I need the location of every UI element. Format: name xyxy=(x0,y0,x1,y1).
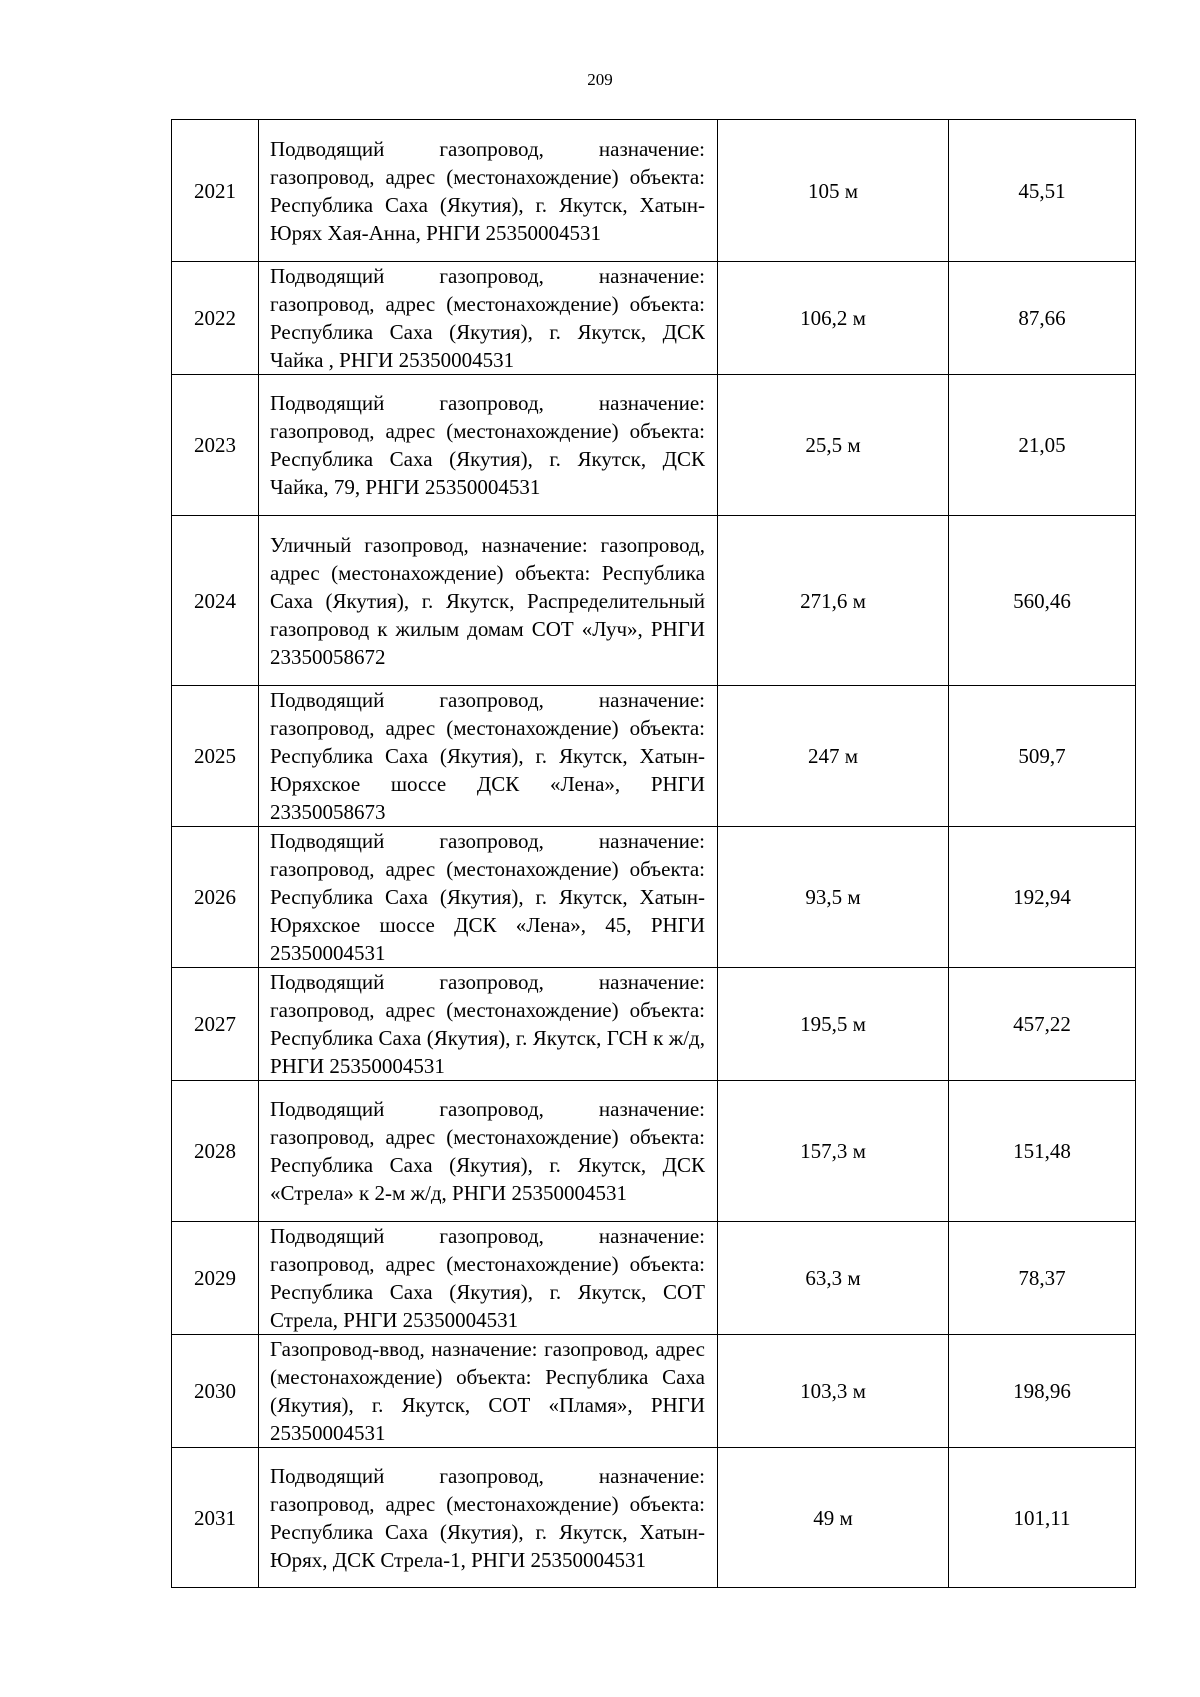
object-value: 78,37 xyxy=(949,1222,1136,1335)
table-row xyxy=(172,1081,1136,1222)
row-number: 2031 xyxy=(172,1448,259,1588)
page-number: 209 xyxy=(587,70,613,89)
object-description: Подводящий газопровод, назначение: газопровод, адрес (местонахождение) объекта: Республика Саха (Якутия), г. Якутск, Хатын-Юрях Хая-Анна, РНГИ 25350004531 xyxy=(259,120,718,262)
object-description: Подводящий газопровод, назначение: газопровод, адрес (местонахождение) объекта: Республика Саха (Якутия), г. Якутск, Хатын-Юрях, ДСК Стрела-1, РНГИ 25350004531 xyxy=(259,1448,718,1588)
object-value: 509,7 xyxy=(949,686,1136,827)
object-value: 101,11 xyxy=(949,1448,1136,1588)
object-length: 271,6 м xyxy=(718,516,949,686)
row-number: 2030 xyxy=(172,1335,259,1448)
object-length: 105 м xyxy=(718,120,949,262)
object-description: Подводящий газопровод, назначение: газопровод, адрес (местонахождение) объекта: Республика Саха (Якутия), г. Якутск, ДСК «Стрела» к 2-м ж/д, РНГИ 25350004531 xyxy=(259,1081,718,1222)
row-number: 2021 xyxy=(172,120,259,262)
object-description: Уличный газопровод, назначение: газопровод, адрес (местонахождение) объекта: Республика Саха (Якутия), г. Якутск, Распределительный газопровод к жилым домам СОТ «Луч», РНГИ 23350058672 xyxy=(259,516,718,686)
object-length: 93,5 м xyxy=(718,827,949,968)
row-number: 2024 xyxy=(172,516,259,686)
table-row xyxy=(172,262,1136,375)
object-length: 195,5 м xyxy=(718,968,949,1081)
table-row xyxy=(172,1448,1136,1588)
table-row xyxy=(172,1335,1136,1448)
object-length: 63,3 м xyxy=(718,1222,949,1335)
table-row xyxy=(172,375,1136,516)
object-description: Подводящий газопровод, назначение: газопровод, адрес (местонахождение) объекта: Республика Саха (Якутия), г. Якутск, Хатын-Юряхское шоссе ДСК «Лена», РНГИ 23350058673 xyxy=(259,686,718,827)
row-number: 2023 xyxy=(172,375,259,516)
object-description: Подводящий газопровод, назначение: газопровод, адрес (местонахождение) объекта: Республика Саха (Якутия), г. Якутск, СОТ Стрела, РНГИ 25350004531 xyxy=(259,1222,718,1335)
row-number: 2028 xyxy=(172,1081,259,1222)
table-row xyxy=(172,827,1136,968)
table-row xyxy=(172,1222,1136,1335)
object-value: 21,05 xyxy=(949,375,1136,516)
object-value: 192,94 xyxy=(949,827,1136,968)
object-value: 457,22 xyxy=(949,968,1136,1081)
table-row xyxy=(172,120,1136,262)
object-value: 87,66 xyxy=(949,262,1136,375)
object-description: Газопровод-ввод, назначение: газопровод, адрес (местонахождение) объекта: Республика Саха (Якутия), г. Якутск, СОТ «Пламя», РНГИ 25350004531 xyxy=(259,1335,718,1448)
row-number: 2027 xyxy=(172,968,259,1081)
object-value: 198,96 xyxy=(949,1335,1136,1448)
object-length: 106,2 м xyxy=(718,262,949,375)
object-length: 49 м xyxy=(718,1448,949,1588)
registry-table xyxy=(171,119,1136,1588)
row-number: 2022 xyxy=(172,262,259,375)
object-value: 151,48 xyxy=(949,1081,1136,1222)
object-value: 45,51 xyxy=(949,120,1136,262)
table-row xyxy=(172,686,1136,827)
object-description: Подводящий газопровод, назначение: газопровод, адрес (местонахождение) объекта: Республика Саха (Якутия), г. Якутск, ГСН к ж/д, РНГИ 25350004531 xyxy=(259,968,718,1081)
row-number: 2029 xyxy=(172,1222,259,1335)
object-length: 103,3 м xyxy=(718,1335,949,1448)
table-row xyxy=(172,968,1136,1081)
object-description: Подводящий газопровод, назначение: газопровод, адрес (местонахождение) объекта: Республика Саха (Якутия), г. Якутск, ДСК Чайка, 79, РНГИ 25350004531 xyxy=(259,375,718,516)
object-description: Подводящий газопровод, назначение: газопровод, адрес (местонахождение) объекта: Республика Саха (Якутия), г. Якутск, ДСК Чайка , РНГИ 25350004531 xyxy=(259,262,718,375)
table-row xyxy=(172,516,1136,686)
object-length: 157,3 м xyxy=(718,1081,949,1222)
object-length: 25,5 м xyxy=(718,375,949,516)
object-description: Подводящий газопровод, назначение: газопровод, адрес (местонахождение) объекта: Республика Саха (Якутия), г. Якутск, Хатын-Юряхское шоссе ДСК «Лена», 45, РНГИ 25350004531 xyxy=(259,827,718,968)
row-number: 2025 xyxy=(172,686,259,827)
object-value: 560,46 xyxy=(949,516,1136,686)
row-number: 2026 xyxy=(172,827,259,968)
object-length: 247 м xyxy=(718,686,949,827)
